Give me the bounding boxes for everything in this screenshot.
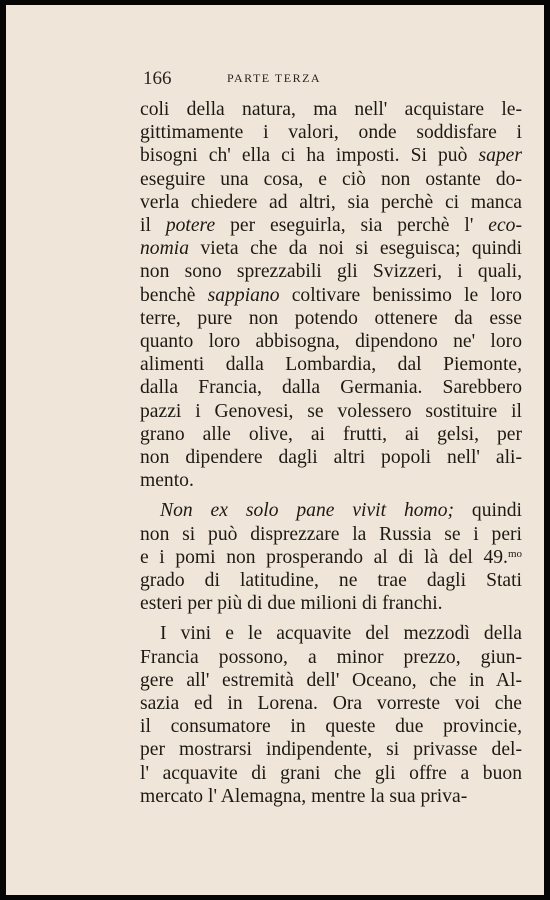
- text-line: [140, 307, 522, 330]
- text-run: coltivare benissimo le loro: [279, 284, 522, 306]
- text-line: [140, 191, 522, 214]
- text-line: [140, 715, 522, 738]
- text-run: quindi: [454, 500, 522, 522]
- text-line: [140, 446, 522, 469]
- text-run: pazzi i Genovesi, se volessero sostituire il: [140, 400, 522, 422]
- text-line: [140, 546, 522, 569]
- text-line: [140, 353, 522, 376]
- text-run: quanto loro abbisogna, dipendono ne' loro: [140, 331, 522, 353]
- text-line: [140, 144, 522, 167]
- text-line: [140, 523, 522, 546]
- running-head: PARTE TERZA: [226, 71, 322, 85]
- text-run: I vini e le acquavite del mezzodì della: [160, 623, 522, 645]
- text-line: [140, 400, 522, 423]
- text-run: eseguire una cosa, e ciò non ostante do-: [140, 168, 522, 190]
- text-line: [140, 469, 522, 492]
- text-run: dalla Francia, dalla Germania. Sarebbero: [140, 377, 522, 399]
- italic-text: saper: [478, 145, 522, 167]
- text-run: verla chiedere ad altri, sia perchè ci manca: [140, 191, 522, 213]
- text-run: gere all' estremità dell' Oceano, che in Al-: [140, 669, 522, 691]
- text-line: [140, 284, 522, 307]
- text-run: grado di latitudine, ne trae dagli Stati: [140, 570, 522, 592]
- italic-text: potere: [165, 215, 216, 237]
- text-line: [140, 785, 522, 808]
- text-line: [140, 622, 522, 645]
- page-header: [143, 68, 405, 94]
- text-run: mercato l' Alemagna, mentre la sua priva-: [140, 785, 468, 807]
- text-run: non si può disprezzare la Russia se i peri: [140, 523, 522, 545]
- text-run: Francia possono, a minor prezzo, giun-: [140, 646, 522, 668]
- text-line: [140, 646, 522, 669]
- text-line: [140, 260, 522, 283]
- text-run: l' acquavite di grani che gli offre a buon: [140, 762, 522, 784]
- text-run: vieta che da noi si eseguisca; quindi: [188, 238, 522, 260]
- italic-text: eco-: [488, 215, 522, 237]
- text-line: [140, 762, 522, 785]
- text-line: [140, 692, 522, 715]
- text-line: [140, 98, 522, 121]
- text-line: [140, 592, 522, 615]
- text-run: grano alle olive, ai frutti, ai gelsi, per: [140, 423, 522, 445]
- text-line: [140, 214, 522, 237]
- text-run: bisogni ch' ella ci ha imposti. Si può: [140, 145, 479, 167]
- text-line: [140, 237, 522, 260]
- text-line: [140, 376, 522, 399]
- book-page: [6, 5, 544, 895]
- italic-text: Non ex solo pane vivit homo;: [160, 500, 455, 522]
- text-run: non sono sprezzabili gli Svizzeri, i quali,: [140, 261, 522, 283]
- text-run: il consumatore in queste due provincie,: [140, 716, 522, 738]
- text-run: gittimamente i valori, onde soddisfare i: [140, 122, 522, 144]
- text-run: non dipendere dagli altri popoli nell' ali-: [140, 447, 522, 469]
- text-line: [140, 121, 522, 144]
- superscript-text: mo: [507, 547, 522, 560]
- text-run: per eseguirla, sia perchè l': [215, 215, 489, 237]
- text-run: alimenti dalla Lombardia, dal Piemonte,: [140, 354, 522, 376]
- text-run: per mostrarsi indipendente, si privasse del-: [140, 739, 522, 761]
- text-run: terre, pure non potendo ottenere da esse: [140, 307, 522, 329]
- page-number: 166: [143, 68, 172, 89]
- text-line: [140, 669, 522, 692]
- text-run: coli della natura, ma nell' acquistare le-: [140, 99, 522, 120]
- text-line: [140, 423, 522, 446]
- text-line: [140, 569, 522, 592]
- text-line: [140, 168, 522, 191]
- text-line: [140, 330, 522, 353]
- text-line: [140, 499, 522, 522]
- text-run: il: [140, 215, 166, 237]
- text-line: [140, 738, 522, 761]
- text-run: sazia ed in Lorena. Ora vorreste voi che: [140, 693, 522, 715]
- italic-text: sappiano: [207, 284, 280, 306]
- text-run: e i pomi non prosperando al di là del 49.: [140, 546, 508, 568]
- italic-text: nomia: [140, 238, 189, 260]
- page-body: [140, 98, 522, 808]
- text-run: benchè: [140, 284, 208, 306]
- text-run: esteri per più di due milioni di franchi.: [140, 593, 443, 615]
- text-run: mento.: [140, 470, 194, 492]
